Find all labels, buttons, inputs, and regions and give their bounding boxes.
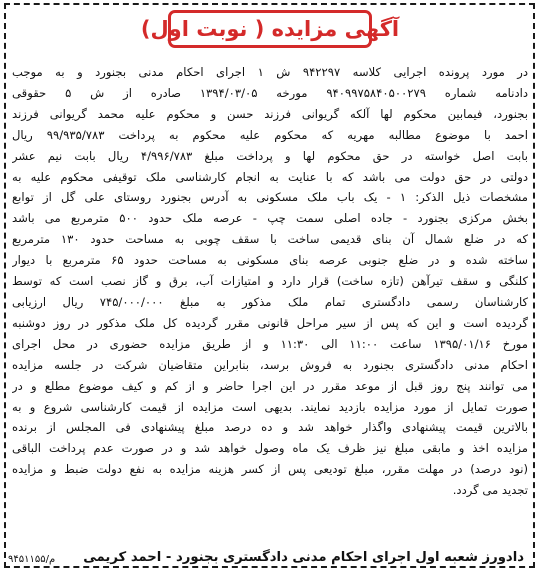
notice-title: آگهی مزایده ( نوبت اول) xyxy=(140,17,400,41)
body-line: در مورد پرونده اجرایی کلاسه ۹۴۲۲۹۷ ش ۱ اجرای احکام مدنی بجنورد و به موجب xyxy=(12,65,528,79)
body-line: بجنورد، فیمابین محکوم لها آلکه گریوانی فرزند حسن و محکوم علیه محمد گریوانی فرزند xyxy=(12,106,528,121)
body-line: گردیده است و این که پس از سیر مراحل قانونی مقرر گردیده کل ملک مذکور در روز دوشنبه xyxy=(12,315,528,330)
body-line: (نود درصد) در مهلت مقرر، مبلغ تودیعی پس از کسر هزینه مزایده به نفع دولت ضبط و مزایده xyxy=(12,462,528,477)
body-line: بابت اصل خواسته در حق محکوم لها و پرداخت مبلغ ۴/۹۹۶/۷۸۳ ریال بابت نیم عشر xyxy=(12,148,528,163)
signature-line: دادورز شعبه اول اجرای احکام مدنی دادگستری بجنورد - احمد کریمی xyxy=(83,550,524,565)
body-line: مورخ ۱۳۹۵/۰۱/۱۶ ساعت ۱۱:۰۰ الی ۱۱:۳۰ و از طریق مزایده حضوری در محل اجرای xyxy=(12,336,528,351)
body-line: بالاترین قیمت پیشنهادی واگذار خواهد شد و ده درصد مبلغ پیشنهادی فی المجلس از برنده xyxy=(12,420,528,435)
notice-title-box xyxy=(140,10,400,48)
body-line: می توانند پنج روز قبل از موعد مقرر در این اجرا حاضر و از کم و کیف موضوع مطلع و در xyxy=(12,378,528,393)
body-line: دولتی در حق دولت می باشد که با عنایت به انجام کارشناسی ملک توقیفی محکوم علیه به xyxy=(12,169,528,184)
body-line: مشخصات ذیل الذکر: ۱ - یک باب ملک مسکونی به آدرس بجنورد روستای علی گل از توابع xyxy=(12,190,528,205)
notice-body xyxy=(12,62,528,501)
body-line: مزایده اخذ و مابقی مبلغ نیز ظرف یک ماه وصول خواهد شد و در صورت عدم پرداخت الباقی xyxy=(12,441,528,456)
reference-code: م/۹۴۵۱۱۵۵ xyxy=(8,554,56,565)
body-line: تجدید می گردد. xyxy=(452,483,528,498)
body-line: کلنگی و سقف تیرآهن (تازه ساخت) قرار دارد و امتیازات آب، برق و گاز نصب است که توسط xyxy=(12,274,528,289)
body-line: ساخته شده و در ضلع جنوبی عرصه بنای مسکونی به مساحت حدود ۶۵ مترمربع با دیوار xyxy=(12,253,528,268)
body-line: صورت تمایل از مورد مزایده بازدید نمایند. بدیهی است مزایده از قیمت کارشناسی شروع و به xyxy=(12,399,528,414)
body-line: کارشناسان رسمی دادگستری تمام ملک مذکور به مبلغ ۷۴۵/۰۰۰/۰۰۰ ریال ارزیابی xyxy=(12,294,528,309)
body-line: احمد با موضوع مطالبه مهریه که محکوم علیه محکوم به پرداخت ۹۹/۹۳۵/۷۸۳ ریال xyxy=(12,127,528,142)
body-line: که در ضلع شمال آن بنای قدیمی ساخت با سقف چوبی به مساحت حدود ۱۳۰ مترمربع xyxy=(12,232,528,247)
body-line: دادنامه شماره ۹۴۰۹۹۷۵۸۴۰۵۰۰۲۷۹ مورخه ۱۳۹۴/۰۳/۰۵ صادره از ش ۵ حقوقی xyxy=(12,85,528,100)
body-line: بخش مرکزی بجنورد - جاده اصلی سمت چپ - عرصه ملک حدود ۵۰۰ مترمربع می باشد xyxy=(12,211,528,226)
body-line: احکام مدنی دادگستری بجنورد به فروش برسد، بنابراین متقاضیان شرکت در جلسه مزایده xyxy=(12,357,528,372)
